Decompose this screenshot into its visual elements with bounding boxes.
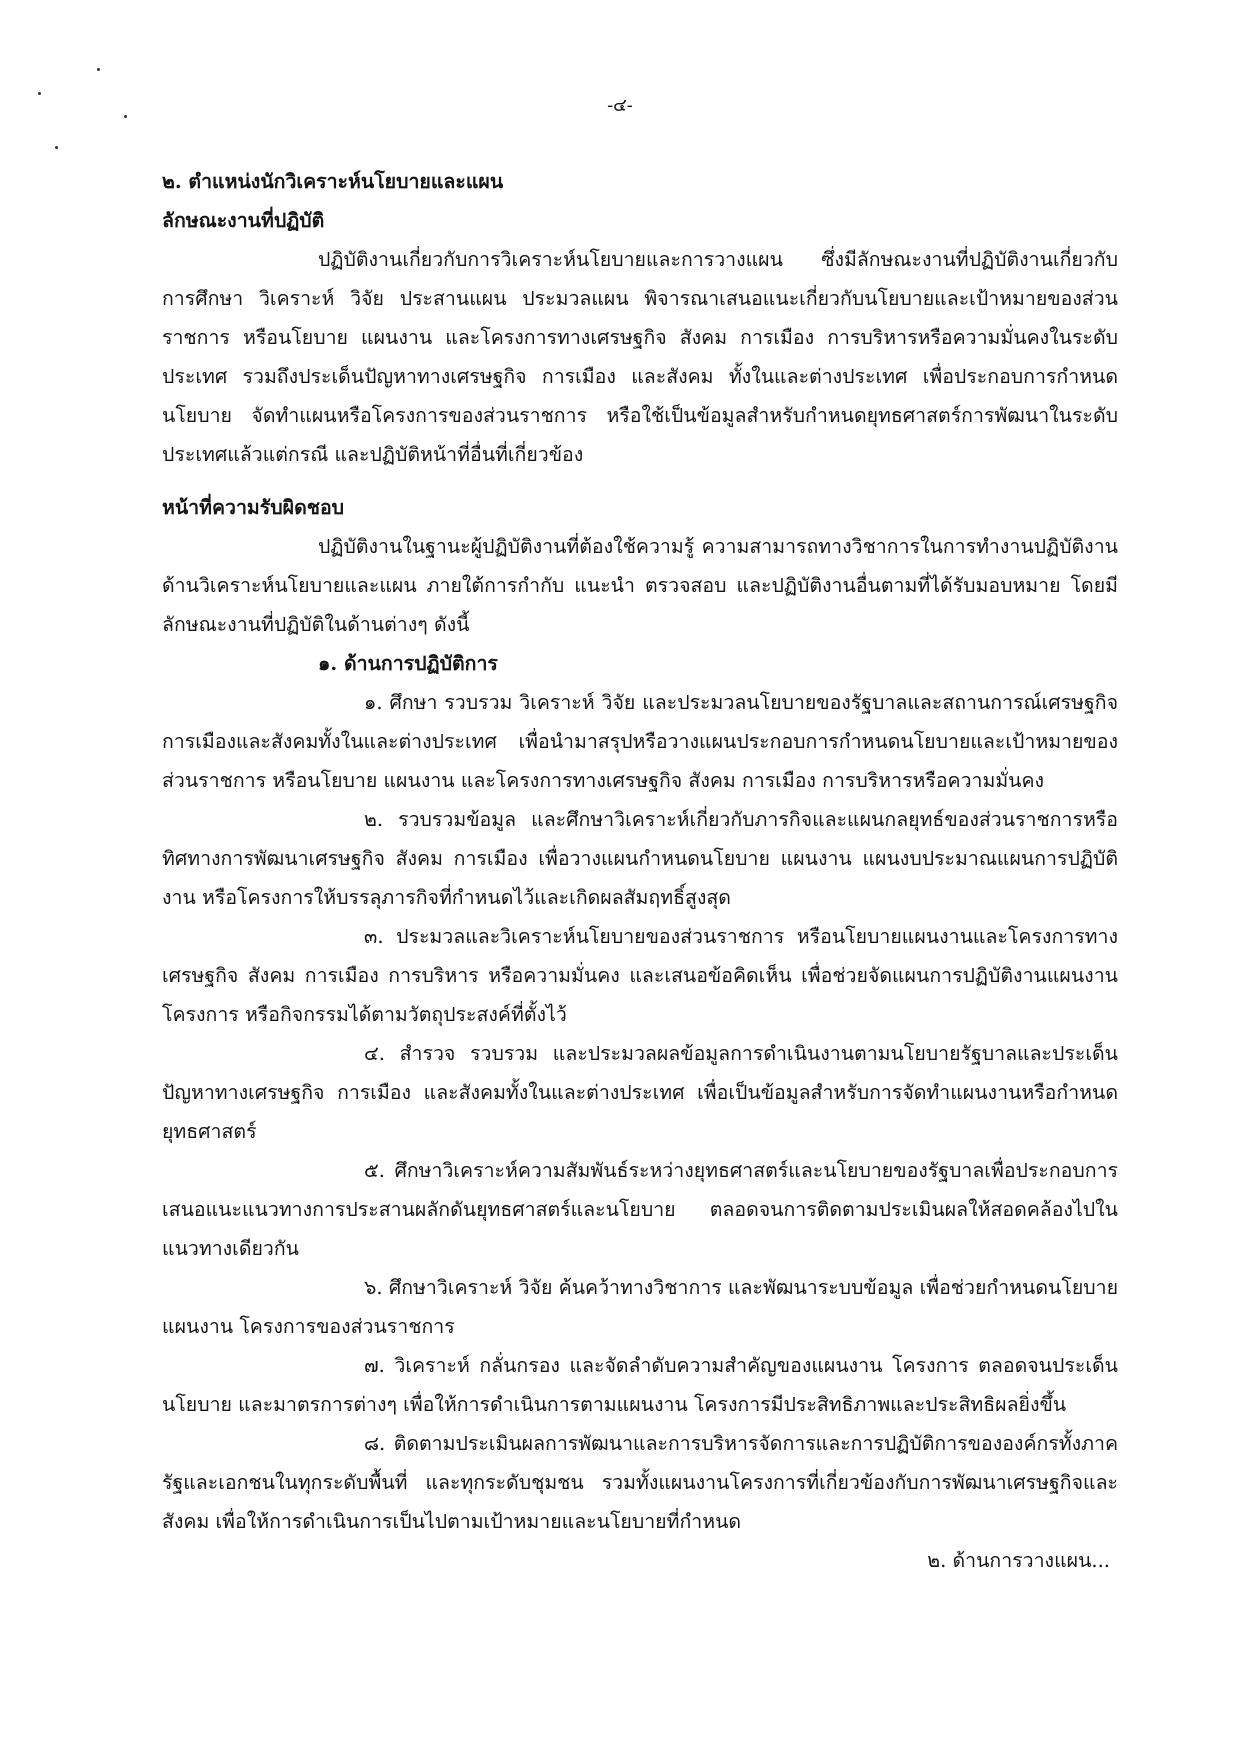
duties-paragraph: ปฏิบัติงานในฐานะผู้ปฏิบัติงานที่ต้องใช้ความรู้ ความสามารถทางวิชาการในการทำงานปฏิบัติงานด้านวิเคราะห์นโยบายและแผน ภายใต้การกำกับ แนะนำ ตรวจสอบ และปฏิบัติงานอื่นตามที่ได้รับมอบหมาย โดยมีลักษณะงานที่ปฏิบัติในด้านต่างๆ ดังนี้ bbox=[162, 535, 1118, 636]
spacer bbox=[162, 474, 1118, 488]
duty-item: ๒. รวบรวมข้อมูล และศึกษาวิเคราะห์เกี่ยวกับภารกิจและแผนกลยุทธ์ของส่วนราชการหรือทิศทางการพัฒนาเศรษฐกิจ สังคม การเมือง เพื่อวางแผนกำหนดนโยบาย แผนงาน แผนงบประมาณแผนการปฏิบัติงาน หรือโครงการให้บรรลุภารกิจที่กำหนดไว้และเกิดผลสัมฤทธิ์สูงสุด bbox=[162, 808, 1118, 909]
duty-item: ๖. ศึกษาวิเคราะห์ วิจัย ค้นคว้าทางวิชาการ และพัฒนาระบบข้อมูล เพื่อช่วยกำหนดนโยบาย แผนงาน โครงการของส่วนราชการ bbox=[162, 1276, 1118, 1338]
duty-item: ๔. สำรวจ รวบรวม และประมวลผลข้อมูลการดำเนินงานตามนโยบายรัฐบาลและประเด็นปัญหาทางเศรษฐกิจ การเมือง และสังคมทั้งในและต่างประเทศ เพื่อเป็นข้อมูลสำหรับการจัดทำแผนงานหรือกำหนดยุทธศาสตร์ bbox=[162, 1042, 1118, 1143]
duty-item: ๗. วิเคราะห์ กลั่นกรอง และจัดลำดับความสำคัญของแผนงาน โครงการ ตลอดจนประเด็นนโยบาย และมาตรการต่างๆ เพื่อให้การดำเนินการตามแผนงาน โครงการมีประสิทธิภาพและประสิทธิผลยิ่งขึ้น bbox=[162, 1354, 1118, 1416]
duties-heading: หน้าที่ความรับผิดชอบ bbox=[162, 496, 345, 519]
duty-item: ๕. ศึกษาวิเคราะห์ความสัมพันธ์ระหว่างยุทธศาสตร์และนโยบายของรัฐบาลเพื่อประกอบการเสนอแนะแนวทางการประสานผลักดันยุทธศาสตร์และนโยบาย ตลอดจนการติดตามประเมินผลให้สอดคล้องไปในแนวทางเดียวกัน bbox=[162, 1159, 1118, 1260]
duty-item: ๑. ศึกษา รวบรวม วิเคราะห์ วิจัย และประมวลนโยบายของรัฐบาลและสถานการณ์เศรษฐกิจ การเมืองและสังคมทั้งในและต่างประเทศ เพื่อนำมาสรุปหรือวางแผนประกอบการกำหนดนโยบายและเป้าหมายของส่วนราชการ หรือนโยบาย แผนงาน และโครงการทางเศรษฐกิจ สังคม การเมือง การบริหารหรือความมั่นคง bbox=[162, 691, 1118, 792]
job-nature-heading: ลักษณะงานที่ปฏิบัติ bbox=[162, 209, 325, 232]
job-nature-paragraph: ปฏิบัติงานเกี่ยวกับการวิเคราะห์นโยบายและการวางแผน ซึ่งมีลักษณะงานที่ปฏิบัติงานเกี่ยวกับการศึกษา วิเคราะห์ วิจัย ประสานแผน ประมวลแผน พิจารณาเสนอแนะเกี่ยวกับนโยบายและเป้าหมายของส่วนราชการ หรือนโยบาย แผนงาน และโครงการทางเศรษฐกิจ สังคม การเมือง การบริหารหรือความมั่นคงในระดับประเทศ รวมถึงประเด็นปัญหาทางเศรษฐกิจ การเมือง และสังคม ทั้งในและต่างประเทศ เพื่อประกอบการกำหนดนโยบาย จัดทำแผนหรือโครงการของส่วนราชการ หรือใช้เป็นข้อมูลสำหรับกำหนดยุทธศาสตร์การพัฒนาในระดับประเทศแล้วแต่กรณี และปฏิบัติหน้าที่อื่นที่เกี่ยวข้อง bbox=[162, 248, 1118, 466]
section-title: ๒. ตำแหน่งนักวิเคราะห์นโยบายและแผน bbox=[162, 170, 504, 193]
page-number: -๔- bbox=[607, 95, 633, 116]
duty-item: ๓. ประมวลและวิเคราะห์นโยบายของส่วนราชการ หรือนโยบายแผนงานและโครงการทางเศรษฐกิจ สังคม การเมือง การบริหาร หรือความมั่นคง และเสนอข้อคิดเห็น เพื่อช่วยจัดแผนการปฏิบัติงานแผนงาน โครงการ หรือกิจกรรมได้ตามวัตถุประสงค์ที่ตั้งไว้ bbox=[162, 925, 1118, 1026]
operations-heading: ๑. ด้านการปฏิบัติการ bbox=[318, 652, 498, 675]
duty-item: ๘. ติดตามประเมินผลการพัฒนาและการบริหารจัดการและการปฏิบัติการขององค์กรทั้งภาครัฐและเอกชนในทุกระดับพื้นที่ และทุกระดับชุมชน รวมทั้งแผนงานโครงการที่เกี่ยวข้องกับการพัฒนาเศรษฐกิจและสังคม เพื่อให้การดำเนินการเป็นไปตามเป้าหมายและนโยบายที่กำหนด bbox=[162, 1432, 1118, 1533]
document-body bbox=[162, 162, 1118, 1580]
continuation-marker: ๒. ด้านการวางแผน... bbox=[927, 1549, 1110, 1572]
scan-speck bbox=[97, 68, 100, 71]
scan-speck bbox=[55, 146, 58, 149]
